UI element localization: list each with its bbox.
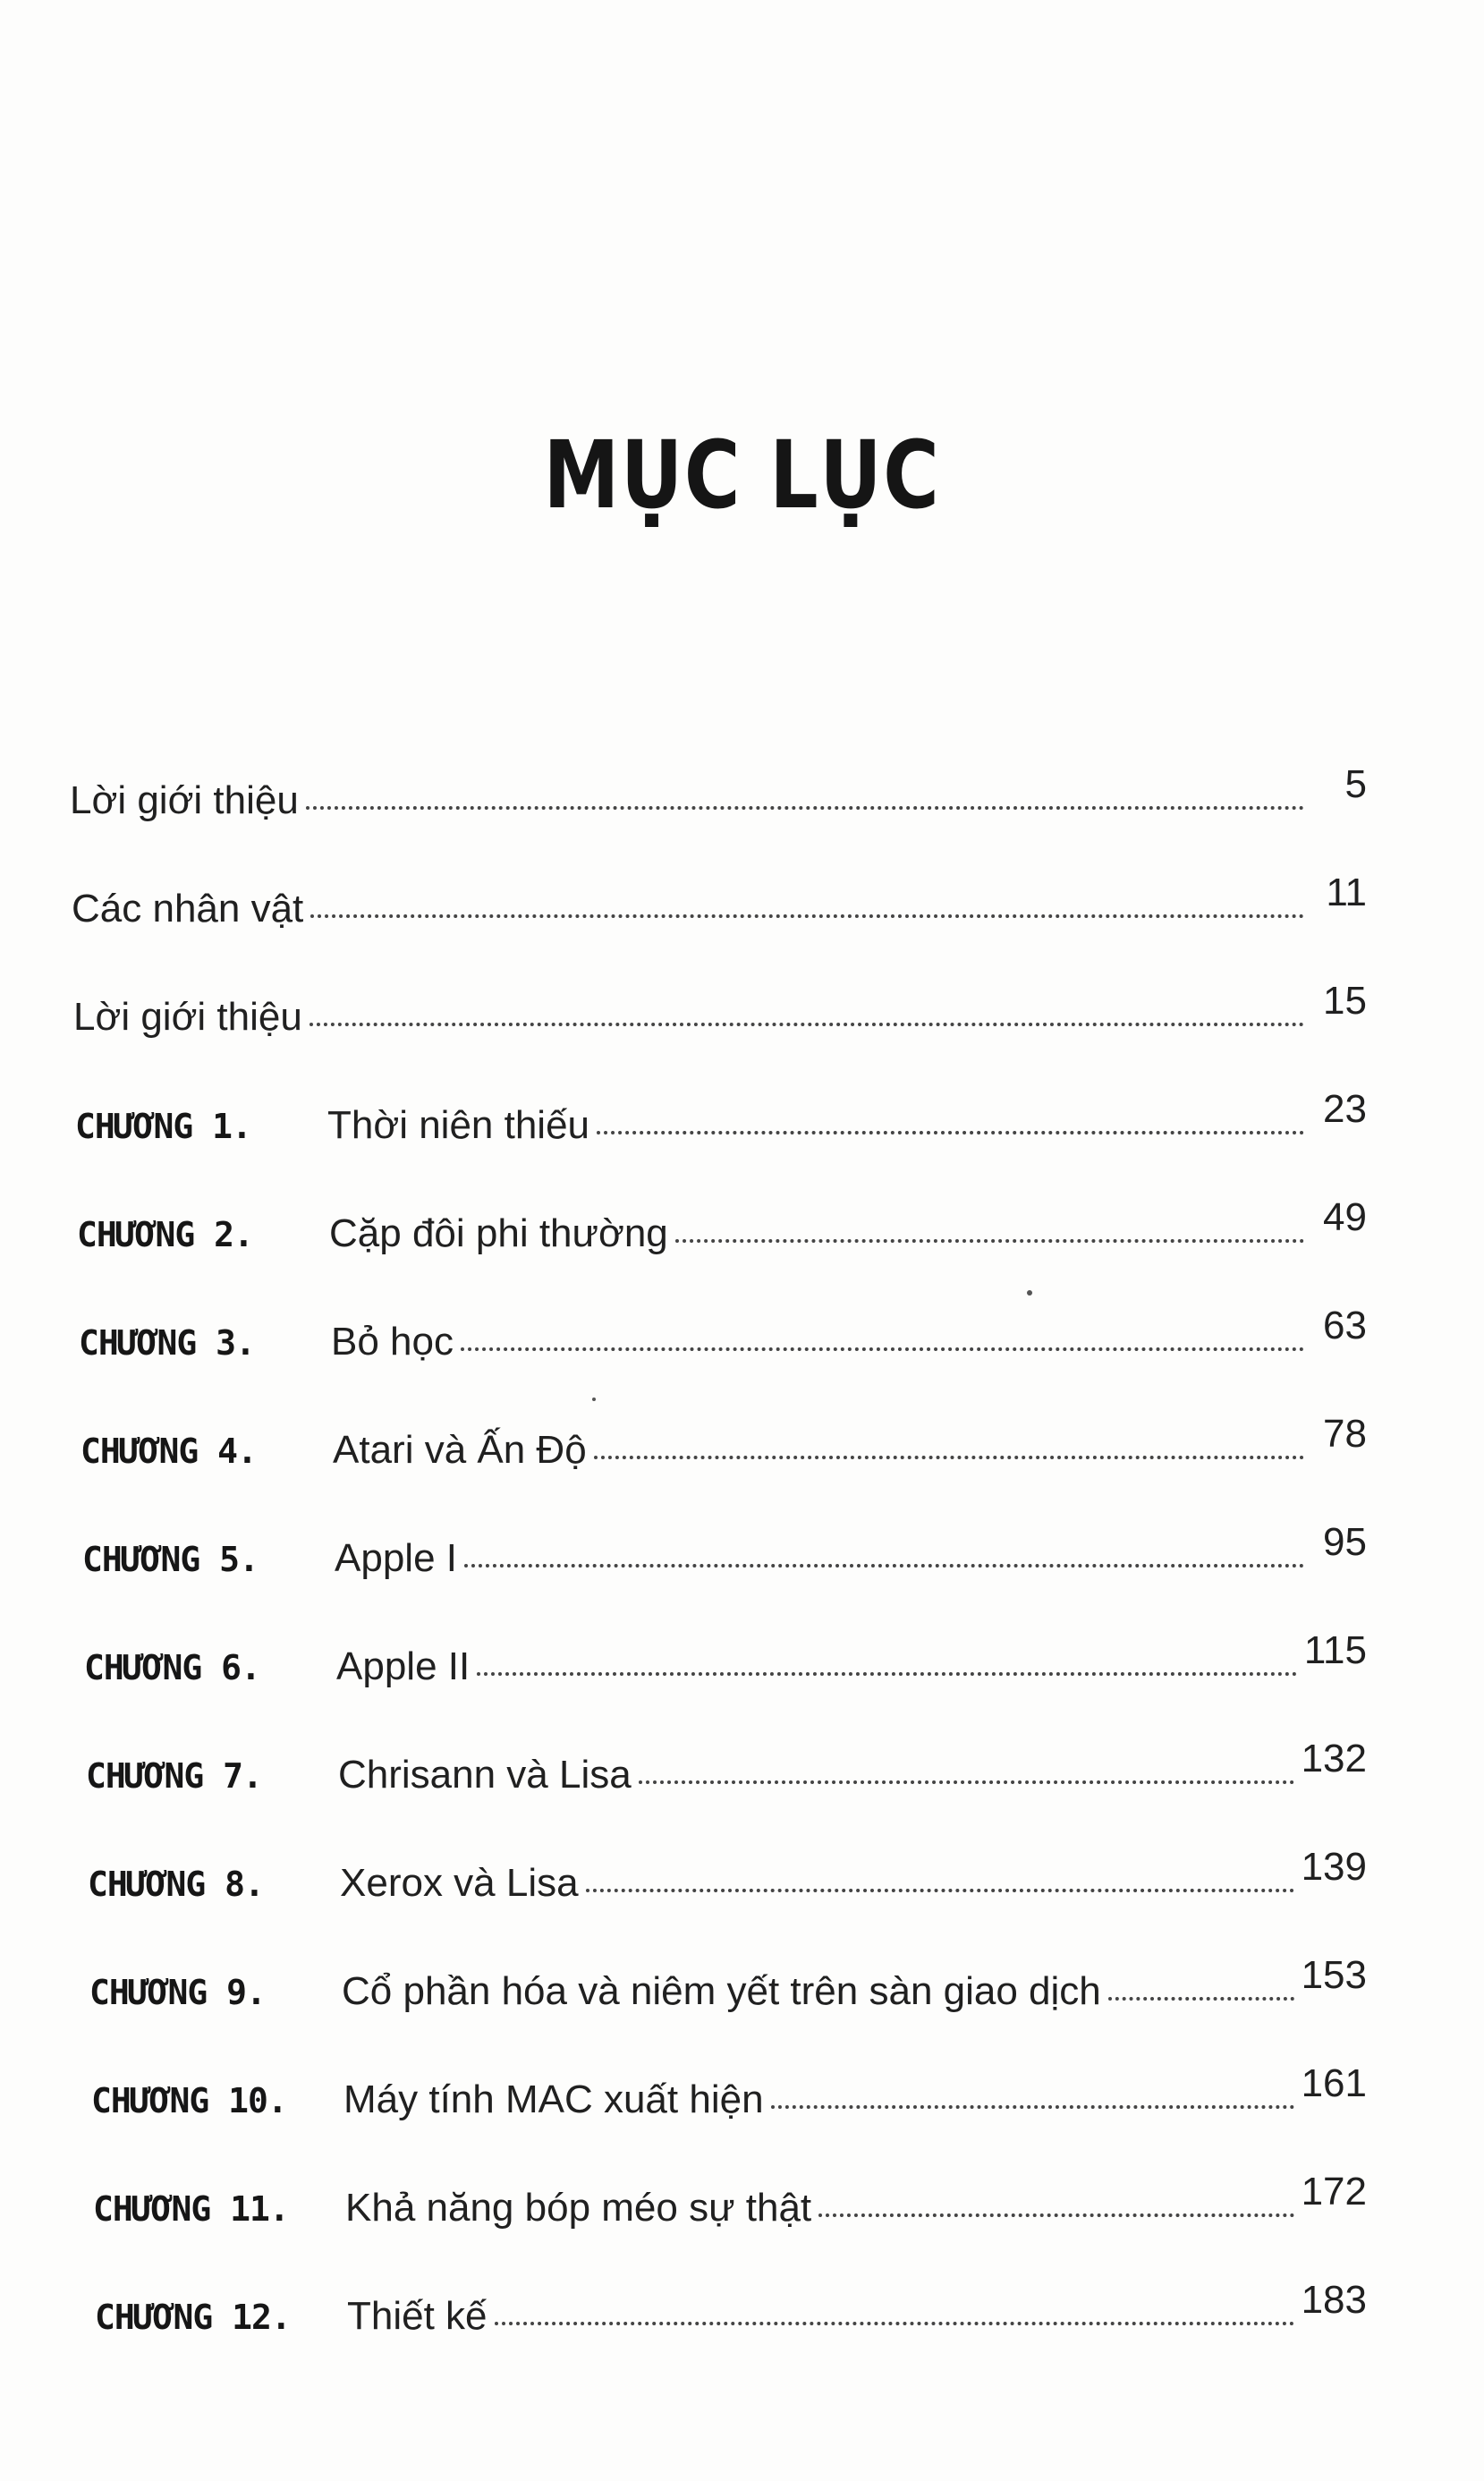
dot-leader (306, 806, 1304, 810)
page-number: 172 (1301, 2170, 1367, 2213)
page-number: 161 (1301, 2061, 1367, 2105)
scan-speck (1027, 1290, 1032, 1296)
toc-entry (91, 2061, 1367, 2186)
page-number: 153 (1301, 1953, 1367, 1997)
chapter-label: CHƯƠNG 11. (93, 2189, 289, 2229)
chapter-label: CHƯƠNG 10. (91, 2081, 287, 2120)
entry-title: Xerox và Lisa (340, 1861, 579, 1905)
entry-title: Atari và Ấn Độ (333, 1428, 587, 1472)
entry-title: Thiết kế (347, 2294, 488, 2338)
entry-title: Máy tính MAC xuất hiện (343, 2077, 764, 2121)
entry-title: Thời niên thiếu (327, 1103, 590, 1147)
toc-entry (93, 2170, 1367, 2294)
dot-leader (675, 1239, 1304, 1243)
toc-entry (88, 1845, 1367, 1969)
toc-entry (70, 762, 1367, 887)
page-number: 49 (1323, 1195, 1367, 1239)
dot-leader (477, 1672, 1297, 1676)
chapter-label: CHƯƠNG 2. (77, 1215, 253, 1254)
chapter-label: CHƯƠNG 5. (82, 1540, 259, 1579)
chapter-label: CHƯƠNG 6. (84, 1648, 260, 1687)
toc-entry (89, 1953, 1367, 2077)
chapter-label: CHƯƠNG 8. (88, 1865, 264, 1904)
entry-title: Cặp đôi phi thường (329, 1211, 668, 1255)
toc-entry (75, 1087, 1367, 1211)
toc-entry (81, 1412, 1367, 1536)
toc-entry (79, 1304, 1367, 1428)
chapter-label: CHƯƠNG 1. (75, 1107, 251, 1146)
dot-leader (495, 2322, 1294, 2325)
toc-entry (72, 871, 1367, 995)
page-number: 139 (1301, 1845, 1367, 1889)
dot-leader (639, 1780, 1294, 1784)
page-number: 95 (1323, 1520, 1367, 1564)
chapter-label: CHƯƠNG 12. (95, 2298, 291, 2337)
chapter-label: CHƯƠNG 4. (81, 1432, 257, 1471)
toc-entry (77, 1195, 1367, 1320)
dot-leader (310, 914, 1304, 918)
dot-leader (461, 1347, 1304, 1351)
page-number: 23 (1323, 1087, 1367, 1131)
page-number: 5 (1344, 762, 1367, 806)
entry-title: Apple II (336, 1644, 471, 1688)
dot-leader (597, 1131, 1304, 1134)
dot-leader (464, 1564, 1304, 1568)
dot-leader (586, 1889, 1294, 1892)
dot-leader (310, 1023, 1304, 1026)
entry-title: Chrisann và Lisa (338, 1753, 632, 1797)
page-number: 183 (1301, 2278, 1367, 2322)
entry-title: Lời giới thiệu (70, 778, 299, 822)
chapter-label: CHƯƠNG 9. (89, 1973, 266, 2012)
entry-title: Apple I (335, 1536, 457, 1580)
entry-title: Khả năng bóp méo sự thật (345, 2186, 812, 2230)
entry-title: Bỏ học (331, 1320, 454, 1364)
toc-entry (95, 2278, 1367, 2402)
page-number: 15 (1323, 979, 1367, 1023)
chapter-label: CHƯƠNG 7. (86, 1756, 262, 1796)
toc-entry (73, 979, 1367, 1103)
page-number: 11 (1326, 871, 1367, 914)
chapter-label: CHƯƠNG 3. (79, 1323, 255, 1363)
entry-title: Lời giới thiệu (73, 995, 302, 1039)
dot-leader (818, 2213, 1293, 2217)
entry-title: Cổ phần hóa và niêm yết trên sàn giao dịch (342, 1969, 1101, 2013)
toc-entry (84, 1628, 1367, 1753)
dot-leader (594, 1456, 1304, 1459)
toc-entry (86, 1737, 1367, 1861)
page-number: 115 (1303, 1628, 1367, 1672)
entry-title: Các nhân vật (72, 887, 304, 930)
toc-entry (82, 1520, 1367, 1644)
page-number: 132 (1301, 1737, 1367, 1780)
page-number: 78 (1323, 1412, 1367, 1456)
dot-leader (771, 2105, 1294, 2109)
dot-leader (1108, 1997, 1294, 2001)
page-number: 63 (1323, 1304, 1367, 1347)
table-of-contents (70, 762, 1367, 2402)
scan-speck (592, 1398, 596, 1401)
page-title: MỤC LỤC (543, 421, 941, 530)
